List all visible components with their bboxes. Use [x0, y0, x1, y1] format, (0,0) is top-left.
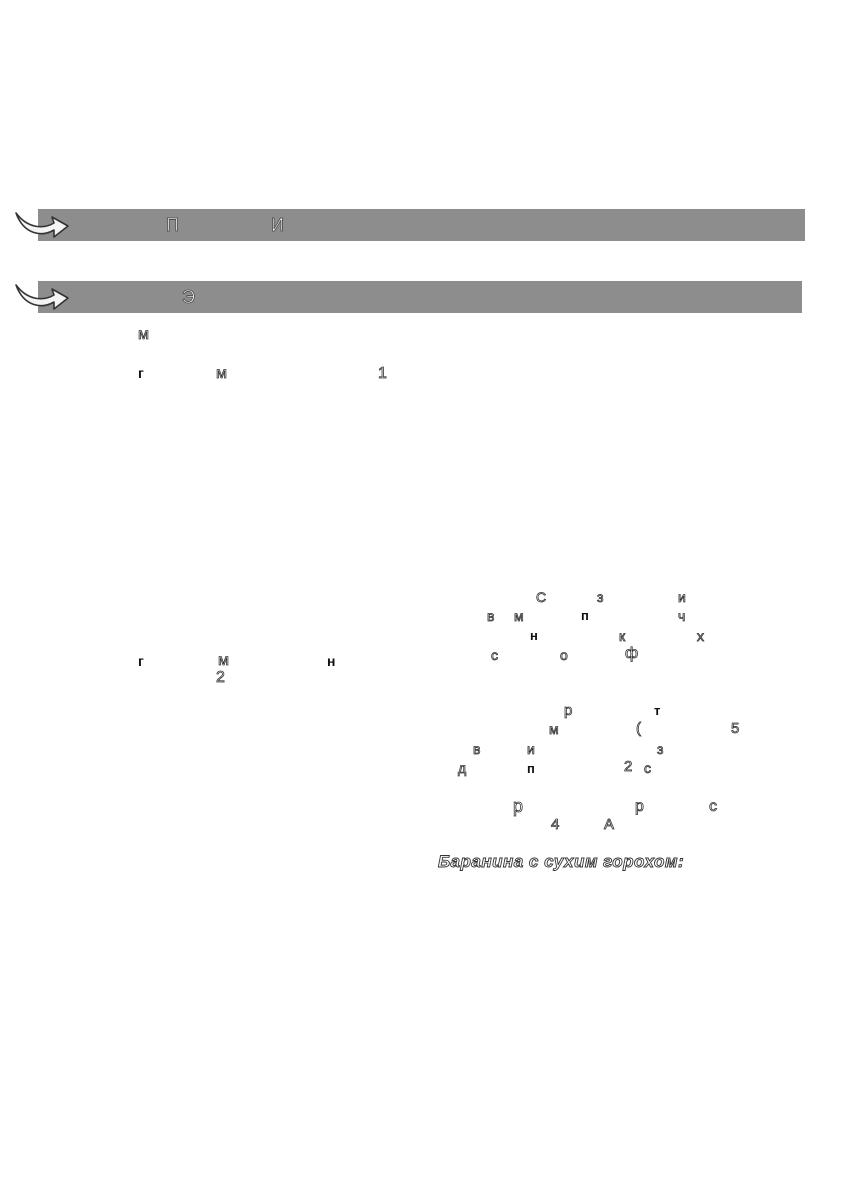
right-text-fragment: х	[697, 628, 704, 644]
right-text-fragment: д	[458, 760, 467, 776]
right-text-fragment: ч	[678, 608, 686, 624]
arrow-icon	[14, 207, 70, 243]
right-text-fragment: А	[604, 816, 615, 833]
section-header-bar-1	[38, 209, 805, 241]
recipe-title: Баранина с сухим горохом:	[438, 852, 685, 871]
right-text-fragment: и	[678, 589, 686, 605]
bar1-letter: И	[271, 215, 284, 235]
right-text-fragment: з	[657, 741, 664, 757]
section-header-bar-2	[38, 281, 802, 313]
left-text-fragment: 2	[216, 669, 225, 686]
left-text-fragment: 1	[378, 365, 387, 382]
bar1-letter: П	[166, 215, 179, 235]
bar2-letter: Э	[182, 287, 195, 307]
right-text-fragment: р	[635, 798, 644, 815]
right-text-fragment: о	[560, 647, 568, 663]
left-text-fragment: г	[138, 365, 144, 381]
right-text-fragment: к	[619, 628, 626, 644]
right-text-fragment: м	[514, 608, 524, 624]
right-text-fragment: 4	[551, 816, 560, 833]
left-text-fragment: н	[327, 653, 336, 669]
left-text-fragment: м	[138, 326, 149, 343]
right-text-fragment: м	[549, 721, 559, 737]
right-text-fragment: н	[530, 628, 538, 643]
right-text-fragment: (	[636, 720, 641, 737]
arrow-icon	[14, 279, 70, 315]
right-text-fragment: в	[487, 608, 495, 624]
left-text-fragment: м	[218, 652, 229, 669]
right-text-fragment: р	[513, 796, 524, 816]
right-text-fragment: з	[597, 589, 604, 605]
right-text-fragment: п	[581, 608, 589, 623]
right-text-fragment: т	[654, 703, 661, 718]
right-text-fragment: р	[564, 702, 573, 719]
right-text-fragment: 2	[624, 758, 633, 775]
right-text-fragment: с	[644, 760, 651, 776]
right-text-fragment: п	[527, 761, 535, 776]
right-text-fragment: в	[473, 741, 481, 757]
left-text-fragment: м	[216, 365, 227, 382]
right-text-fragment: с	[491, 647, 498, 663]
right-text-fragment: С	[536, 589, 547, 605]
right-text-fragment: с	[709, 798, 717, 815]
right-text-fragment: ф	[625, 645, 639, 662]
left-text-fragment: г	[138, 653, 144, 669]
right-text-fragment: 5	[731, 720, 740, 737]
right-text-fragment: и	[527, 741, 535, 757]
